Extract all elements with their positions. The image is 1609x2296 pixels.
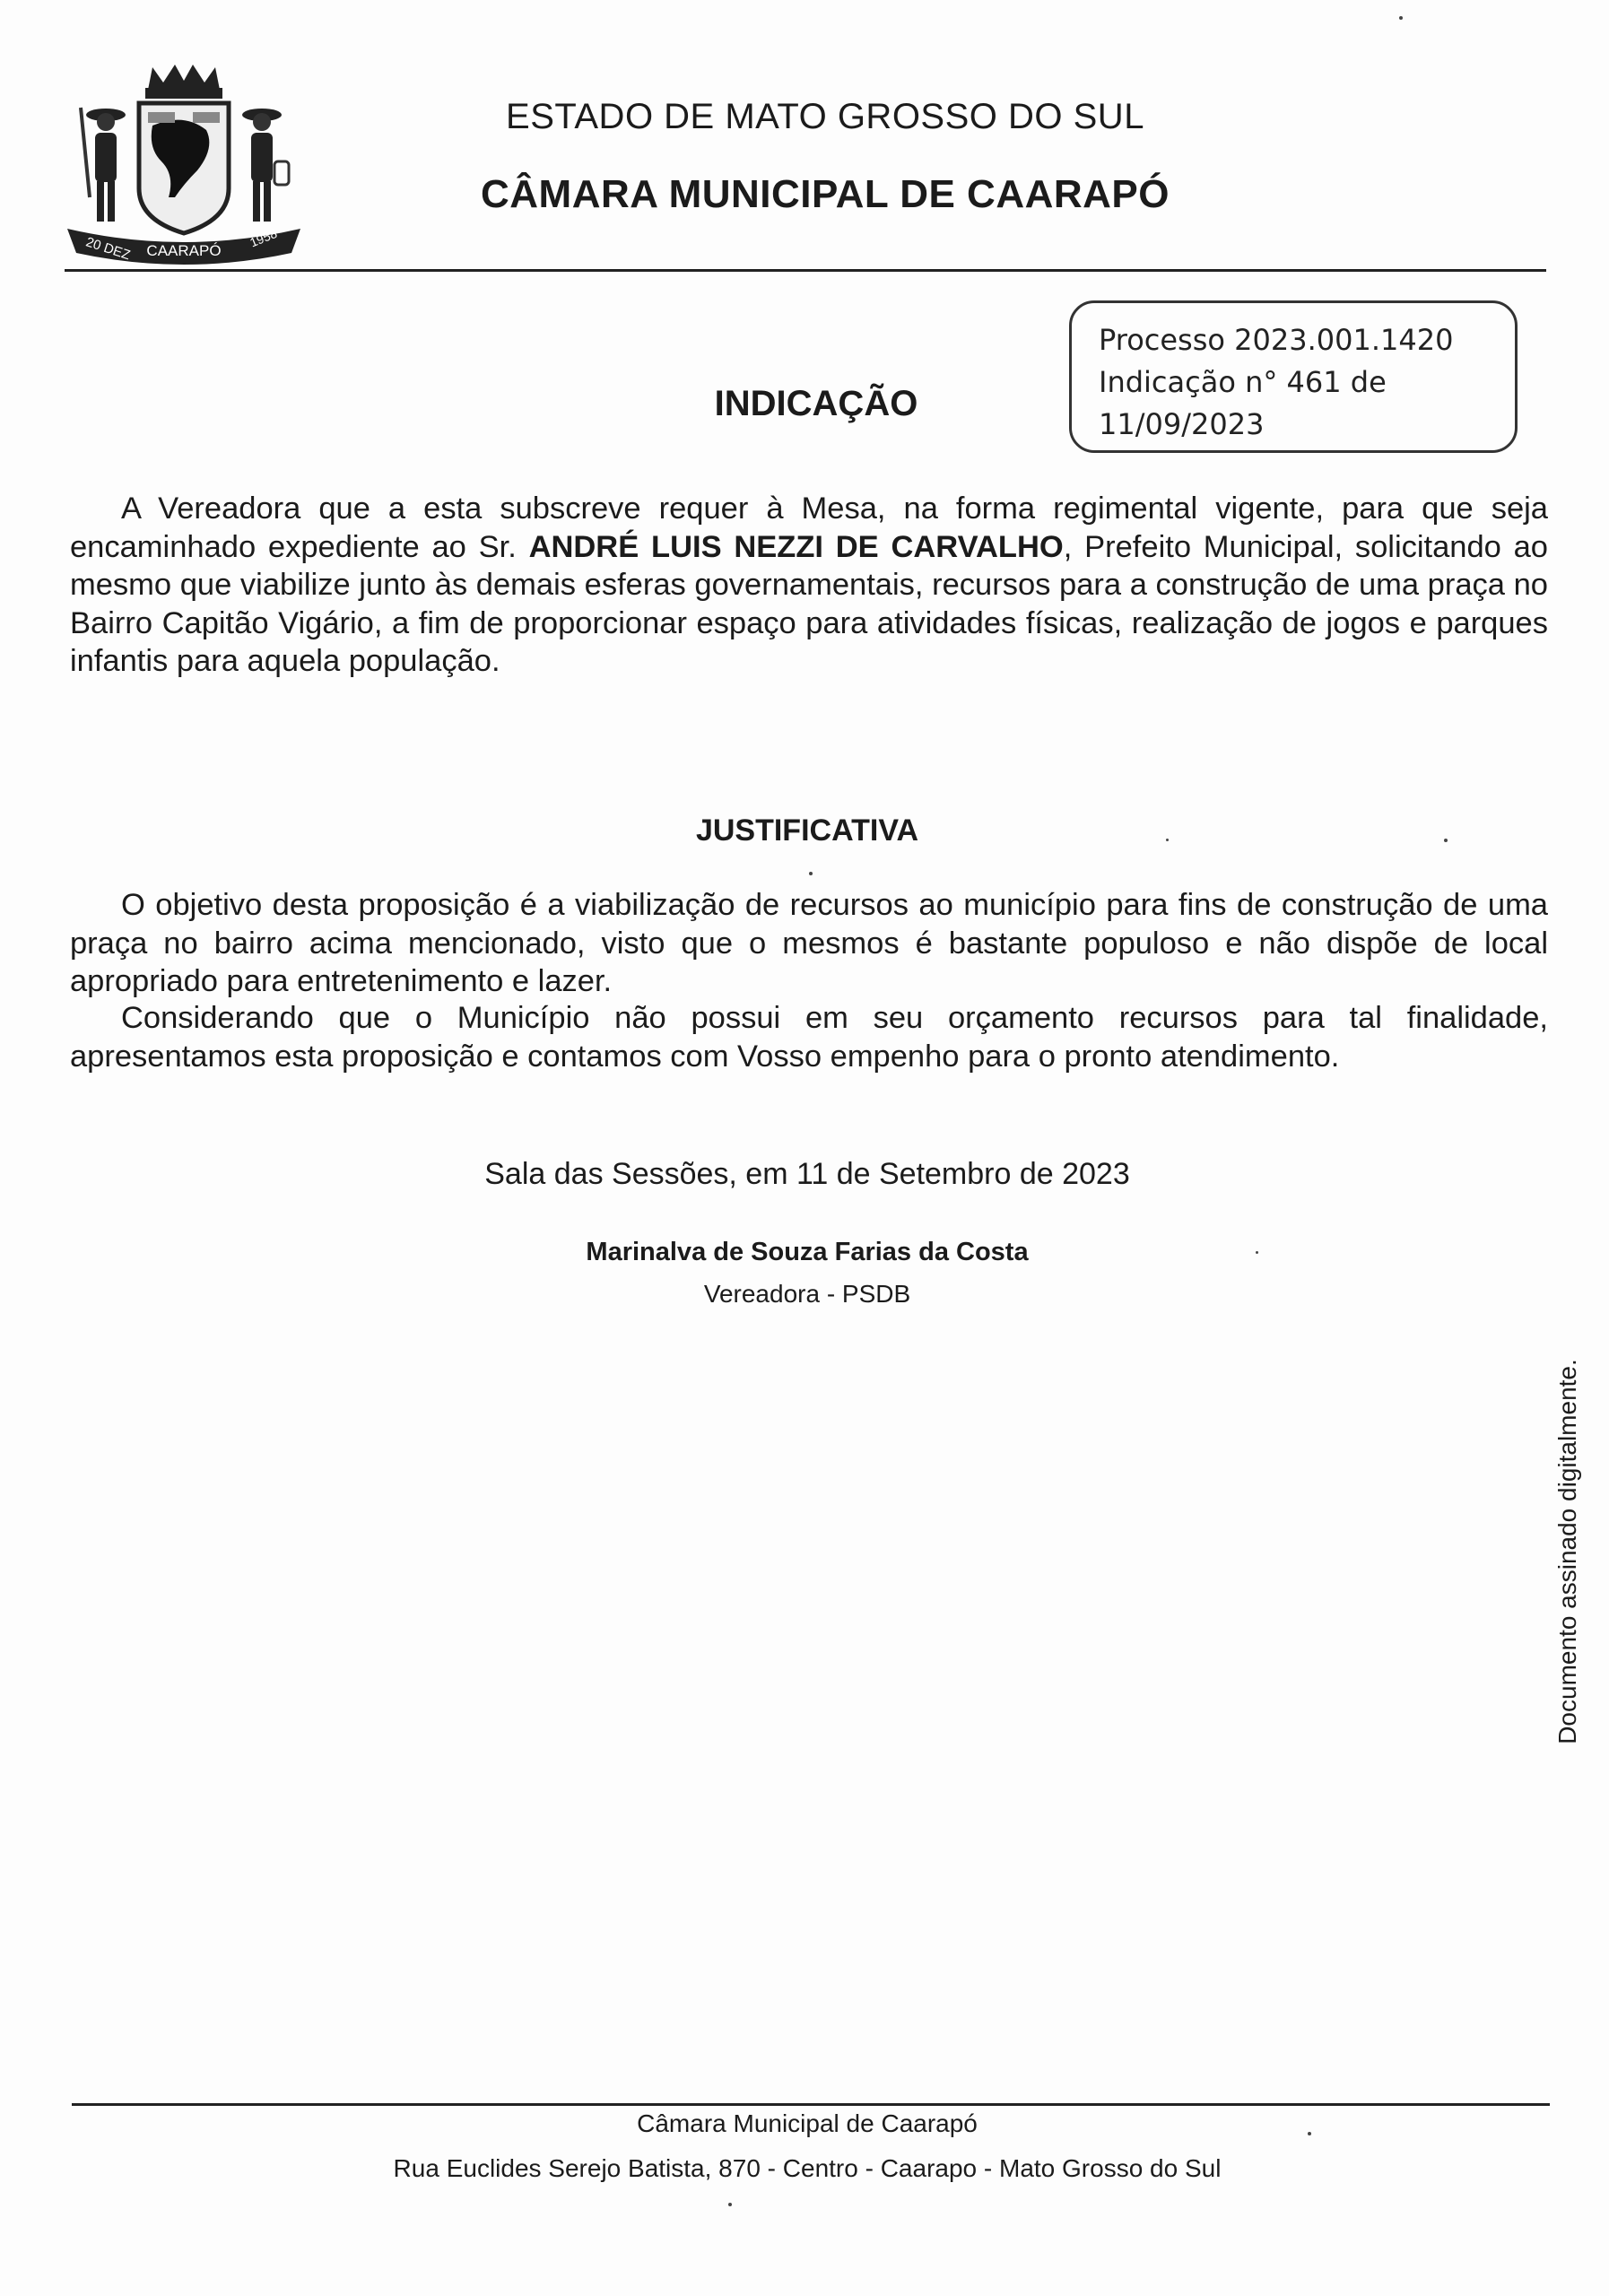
- scan-speck: [1166, 839, 1169, 841]
- main-text-after: , Prefeito Municipal, solicitando ao mesmo que viabilize junto às demais esferas governamentais, recursos para a construção de uma praça no Bairro Capitão Vigário, a fim de proporcionar espaço para atividades físicas, realização de jogos e parques infantis para aquela população.: [70, 529, 1548, 678]
- header-divider: [65, 269, 1546, 272]
- footer-institution: Câmara Municipal de Caarapó: [637, 2109, 978, 2137]
- mayor-name: ANDRÉ LUIS NEZZI DE CARVALHO: [528, 529, 1064, 564]
- process-number: Processo 2023.001.1420: [1099, 323, 1454, 357]
- signer-name: Marinalva de Souza Farias da Costa: [586, 1238, 1029, 1266]
- main-paragraph: [70, 490, 1548, 681]
- scan-speck: [809, 872, 813, 875]
- justification-paragraph-1-text: O objetivo desta proposição é a viabilização de recursos ao município para fins de construção de uma praça no bairro acima mencionado, visto que o mesmos é bastante populoso e não dispõe de local apropriado para entretenimento e lazer.: [70, 888, 1548, 998]
- justification-heading: JUSTIFICATIVA: [695, 813, 919, 848]
- scan-speck: [1256, 1251, 1258, 1254]
- footer-address: Rua Euclides Serejo Batista, 870 - Centro - Caarapo - Mato Grosso do Sul: [393, 2154, 1222, 2182]
- header-chamber: CÂMARA MUNICIPAL DE CAARAPÓ: [480, 172, 1170, 216]
- footer-divider: [72, 2103, 1550, 2106]
- main-paragraph-text: [70, 490, 1548, 681]
- digital-signature-note: Documento assinado digitalmente.: [1553, 1359, 1581, 1744]
- scan-speck: [1308, 2132, 1311, 2135]
- justification-paragraph-1: [70, 886, 1548, 1001]
- process-stamp-box: [1069, 300, 1518, 453]
- seal-banner-left-text: 20 DEZ: [83, 234, 133, 264]
- header-state: ESTADO DE MATO GROSSO DO SUL: [506, 97, 1144, 136]
- indication-date: 11/09/2023: [1099, 407, 1265, 441]
- justification-paragraph-2: [70, 999, 1548, 1075]
- scan-speck: [728, 2203, 732, 2206]
- main-text-before: A Vereadora que a esta subscreve requer à Mesa, na forma regimental vigente, para que seja encaminhado expediente ao Sr.: [70, 491, 1548, 564]
- municipal-seal-logo: [63, 63, 305, 269]
- signer-role: Vereadora - PSDB: [703, 1280, 911, 1308]
- scan-speck: [1444, 839, 1448, 842]
- document-title: INDICAÇÃO: [714, 384, 918, 423]
- scan-speck: [1399, 16, 1403, 20]
- seal-banner-center-text: CAARAPÓ: [146, 242, 222, 259]
- indication-number: Indicação n° 461 de: [1099, 365, 1387, 399]
- seal-banner-right-text: 1958: [248, 225, 280, 250]
- justification-paragraph-2-text: Considerando que o Município não possui em seu orçamento recursos para tal finalidade, apresentamos esta proposição e contamos com Vosso empenho para o pronto atendimento.: [70, 1001, 1548, 1074]
- place-and-date: Sala das Sessões, em 11 de Setembro de 2023: [484, 1157, 1130, 1191]
